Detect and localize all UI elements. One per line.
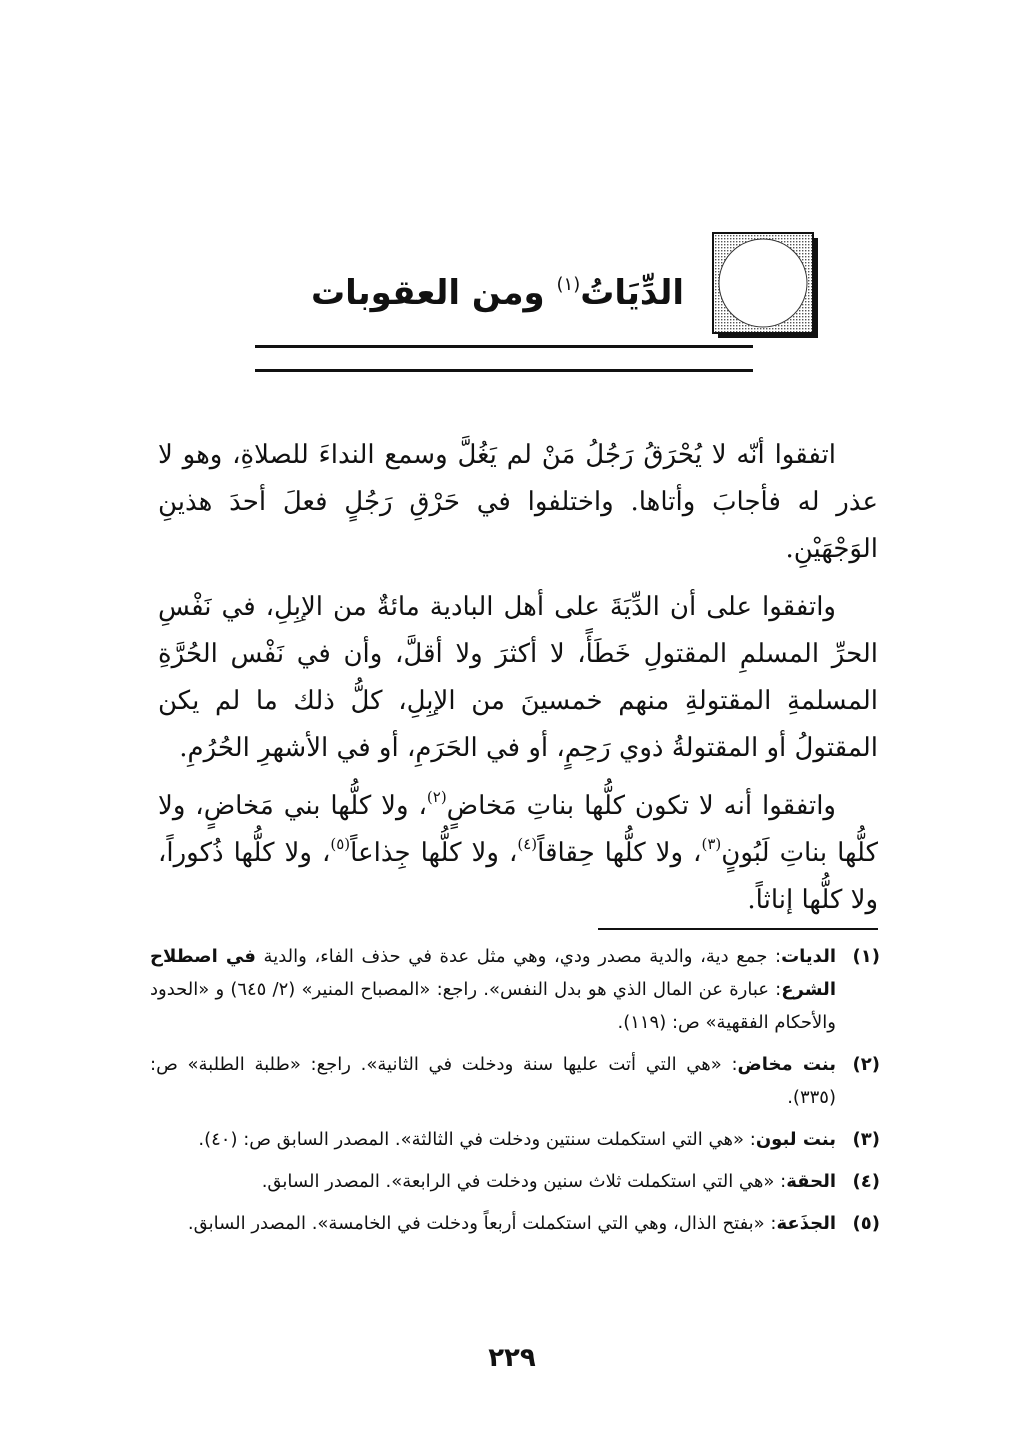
footnote-text [150,1048,836,1114]
footnote-term: الحقة [786,1171,836,1192]
footnote-number: (٣) [852,1129,880,1150]
footnote-body: : «هي التي أتت عليها سنة ودخلت في الثانية». راجع: «طلبة الطلبة» ص: (٣٣٥). [150,1054,836,1108]
footnote-number: (٤) [852,1171,880,1192]
body-text [158,432,878,935]
paragraph-3-text-e: ، ولا كلُّها ذُكوراً، ولا كلُّها إناثاً. [158,838,878,915]
footnote-term: الجذَعة [776,1213,836,1234]
footnote-term: الديات [781,946,836,967]
footnote-body: : «هي التي استكملت ثلاث سنين ودخلت في الرابعة». المصدر السابق. [261,1171,787,1192]
footnote-body: : «بفتح الذال، وهي التي استكملت أربعاً ودخلت في الخامسة». المصدر السابق. [187,1213,777,1234]
chapter-title-main: الدِّيَاتُ [580,273,684,313]
footnote-number: (١) [852,946,880,967]
footnote-term: بنت مخاض [737,1054,836,1075]
paragraph-3-text-b: ، ولا كلُّها بني مَخاضٍ، ولا كلُّها بناتِ لَبُونٍ [158,791,878,868]
paragraph-1: اتفقوا أنّه لا يُحْرَقُ رَجُلُ مَنْ لم يَغُلَّ وسمع النداءَ للصلاةِ، وهو لا عذر له فأجابَ وأتاها. واختلفوا في حَرْقِ رَجُلٍ فعلَ أحدَ هذينِ الوَجْهَيْنِ. [158,440,878,564]
footnote-ref-5[interactable]: (٥) [330,835,351,853]
footnote-3 [150,1123,880,1156]
chapter-title-rest: ومن العقوبات [310,273,557,313]
footnote-number: (٥) [852,1213,880,1234]
footnote-term-secondary: في اصطلاح الشرع [150,946,836,1000]
footnote-number: (٢) [852,1054,880,1075]
footnote-1 [150,940,880,1039]
paragraph-3-text-a: واتفقوا أنه لا تكون كلُّها بناتِ مَخاضٍ [446,791,836,821]
footnote-body-cont: : عبارة عن المال الذي هو بدل النفس». راجع: «المصباح المنير» (٢/ ٦٤٥) و «الحدود والأحكام الفقهية» ص: (١١٩). [150,979,836,1033]
footnote-text [150,1165,836,1198]
title-divider-top [255,345,753,348]
title-divider-bottom [255,369,753,372]
chapter-title [264,268,684,318]
footnote-ref-1[interactable]: (١) [556,274,581,295]
footnote-body: : «هي التي استكملت سنتين ودخلت في الثالثة». المصدر السابق ص: (٤٠). [198,1129,756,1150]
paragraph-3 [158,783,878,924]
paragraph-3-text-d: ، ولا كلُّها جِذاعاً [350,838,518,868]
footnote-body: : جمع دية، والدية مصدر ودي، وهي مثل عدة في حذف الفاء، والدية [255,946,782,967]
footnote-text [150,1123,836,1156]
footnote-ref-3[interactable]: (٣) [701,835,722,853]
footnote-2 [150,1048,880,1114]
footnote-text [150,940,836,1039]
footnotes [150,940,880,1249]
footnote-separator [598,928,878,930]
footnote-5 [150,1207,880,1240]
footnote-ref-2[interactable]: (٢) [426,788,447,806]
paragraph-2: واتفقوا على أن الدِّيَةَ على أهل البادية مائةٌ من الإبِلِ، في نَفْسِ الحرِّ المسلمِ المقتولِ خَطَأً، لا أكثرَ ولا أقلَّ، وأن في نَفْس الحُرَّةِ المسلمةِ المقتولةِ منهم خمسينَ من الإبِلِ، كلُّ ذلك ما لم يكن المقتولُ أو المقتولةُ ذوي رَحِمٍ، أو في الحَرَمِ، أو في الأشهرِ الحُرُمِ. [158,592,878,763]
footnote-term: بنت لبون [755,1129,836,1150]
page-number: ٢٢٩ [488,1343,536,1373]
framed-circle-ornament-icon [712,232,822,342]
footnote-4 [150,1165,880,1198]
paragraph-3-text-c: ، ولا كلُّها حِقاقاً [537,838,702,868]
footnote-ref-4[interactable]: (٤) [517,835,538,853]
footnote-text [150,1207,836,1240]
